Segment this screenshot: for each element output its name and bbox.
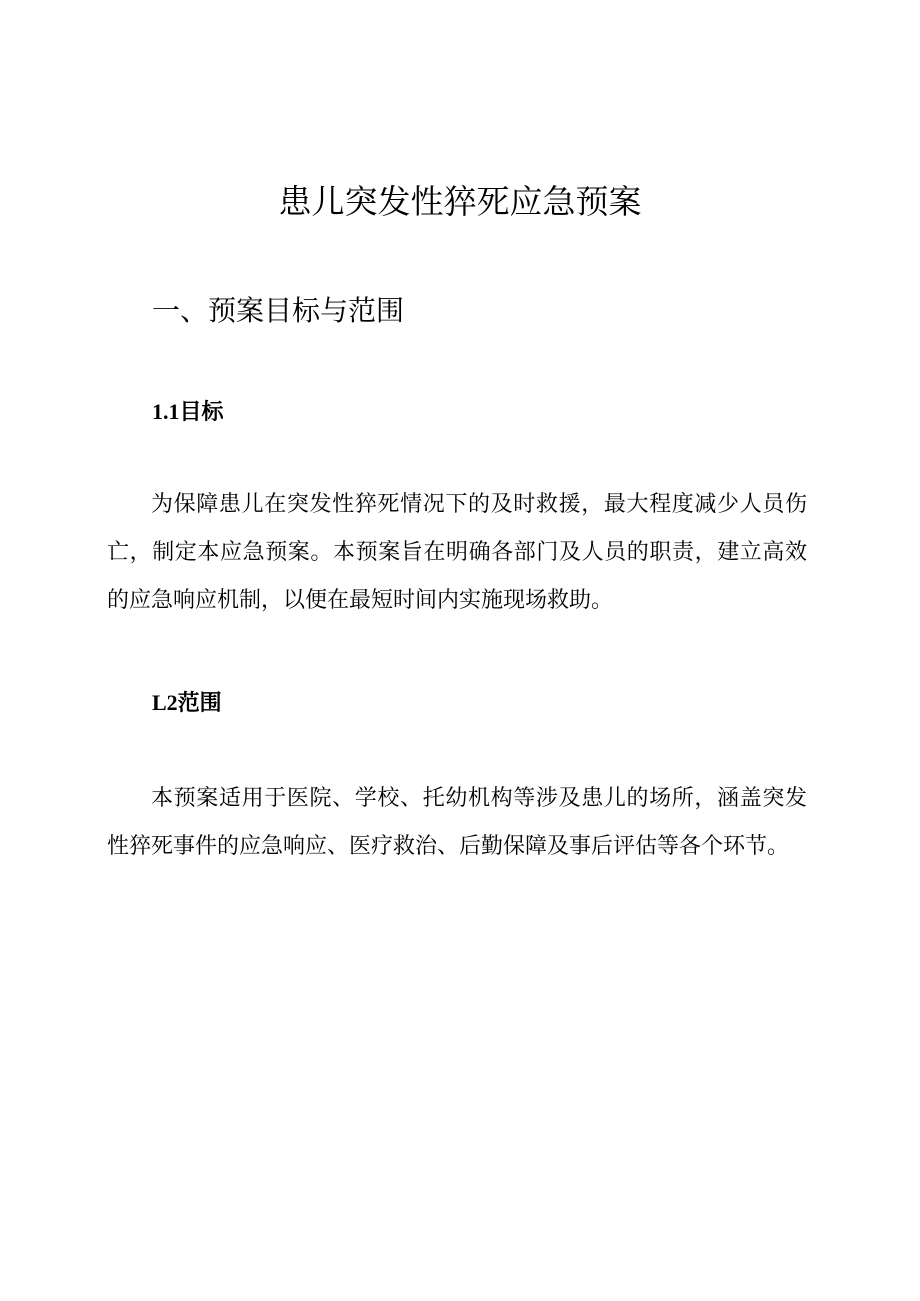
subsection-heading-scope: L2范围 [152, 690, 222, 715]
section-heading: 一、预案目标与范围 [152, 294, 405, 327]
goal-paragraph: 为保障患儿在突发性猝死情况下的及时救援，最大程度减少人员伤亡，制定本应急预案。本预案旨在明确各部门及人员的职责，建立高效的应急响应机制，以便在最短时间内实施现场救助。 [107, 492, 807, 613]
document-title: 患儿突发性猝死应急预案 [278, 182, 642, 221]
scope-paragraph: 本预案适用于医院、学校、托幼机构等涉及患儿的场所，涵盖突发性猝死事件的应急响应、医疗救治、后勤保障及事后评估等各个环节。 [107, 786, 807, 859]
subsection-heading-goal: 1.1目标 [152, 399, 224, 424]
